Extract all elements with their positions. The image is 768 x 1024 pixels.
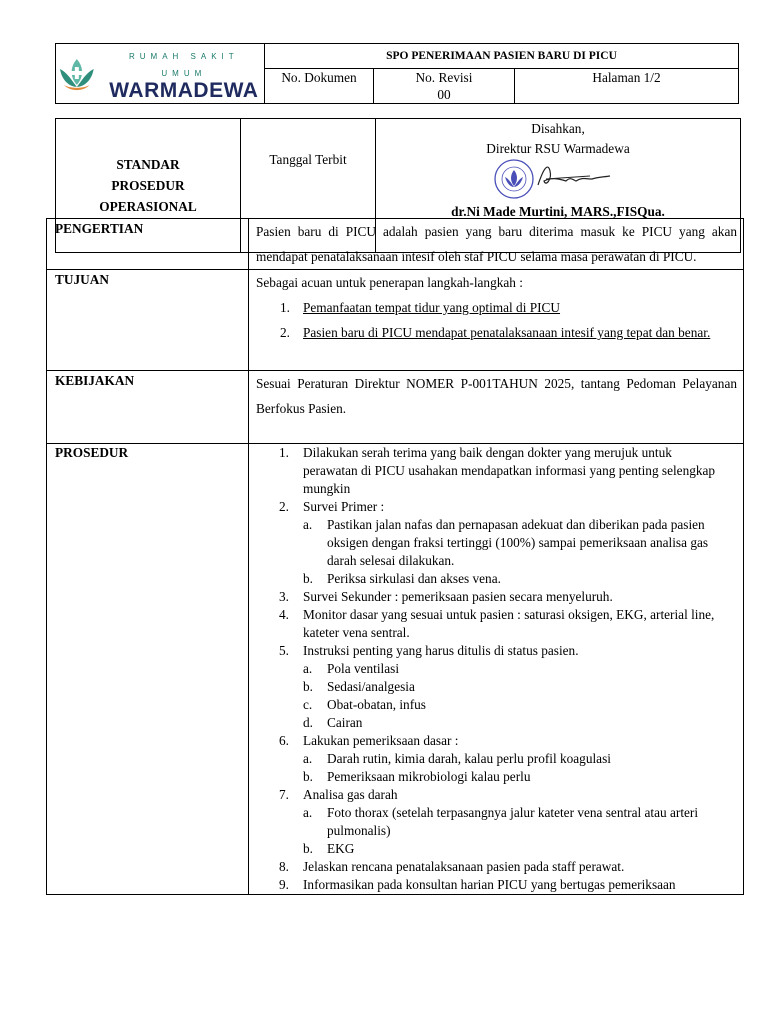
sop-title-line1: STANDAR: [116, 157, 180, 172]
sop-body-table: [46, 218, 744, 895]
prosedur-substep: a. Pastikan jalan nafas dan pernapasan adekuat dan diberikan pada pasien oksigen dengan fraksi tertinggi (100%) sampai pemeriksaan analisa gas darah selesai dilakukan.: [303, 517, 709, 568]
tujuan-item-2: Pasien baru di PICU mendapat penatalaksanaan intesif yang tepat dan benar.: [303, 325, 711, 340]
step-number: 5.: [279, 643, 289, 658]
prosedur-substep: d. Cairan: [303, 715, 363, 730]
halaman-cell: [515, 69, 739, 104]
step-text: Lakukan pemeriksaan dasar :: [303, 733, 459, 748]
pengertian-row: [47, 219, 744, 270]
no-revisi-value: 00: [437, 87, 451, 102]
tujuan-item-1: Pemanfaatan tempat tidur yang optimal di PICU: [303, 300, 561, 315]
step-number: 4.: [279, 607, 289, 622]
step-text: Jelaskan rencana penatalaksanaan pasien pada staff perawat.: [303, 859, 625, 874]
pengertian-content: [249, 219, 744, 270]
no-dokumen-cell: [265, 69, 374, 104]
logo-cell: [56, 44, 265, 104]
lotus-cross-icon: [56, 55, 98, 93]
step-number: 9.: [279, 877, 289, 892]
prosedur-content: [249, 444, 744, 895]
prosedur-row: [47, 444, 744, 895]
step-text: Analisa gas darah: [303, 787, 398, 802]
prosedur-substep: b. Pemeriksaan mikrobiologi kalau perlu: [303, 769, 531, 784]
tujuan-intro: Sebagai acuan untuk penerapan langkah-langkah :: [256, 275, 523, 290]
prosedur-step: [256, 876, 729, 894]
prosedur-substeps: [303, 516, 729, 588]
pengertian-label: PENGERTIAN: [47, 219, 249, 270]
pengertian-text: Pasien baru di PICU adalah pasien yang baru diterima masuk ke PICU yang akan mendapat penatalaksanaan intesif oleh staf PICU selama masa perawatan di PICU.: [256, 224, 737, 264]
prosedur-step: [256, 858, 729, 876]
step-text: Informasikan pada konsultan harian PICU yang bertugas pemeriksaan: [303, 877, 676, 892]
tujuan-list: [256, 295, 737, 345]
sop-title-line2: PROSEDUR: [111, 178, 185, 193]
kebijakan-label: KEBIJAKAN: [47, 371, 249, 444]
tanggal-terbit-label: Tanggal Terbit: [269, 152, 347, 167]
tujuan-label: TUJUAN: [47, 270, 249, 371]
disahkan-label: Disahkan,: [531, 121, 585, 136]
no-revisi-label: No. Revisi: [415, 70, 473, 85]
list-item: 2. Pasien baru di PICU mendapat penatalaksanaan intesif yang tepat dan benar.: [280, 325, 711, 340]
prosedur-substep: a. Foto thorax (setelah terpasangnya jalur kateter vena sentral atau arteri pulmonalis): [303, 805, 699, 838]
step-text: Survei Primer :: [303, 499, 385, 514]
kebijakan-row: [47, 371, 744, 444]
list-item: 1. Pemanfaatan tempat tidur yang optimal di PICU: [280, 300, 561, 315]
prosedur-step: [256, 498, 729, 588]
logo-name: WARMADEWA: [109, 79, 259, 102]
prosedur-step: [256, 786, 729, 858]
sop-title-line3: OPERASIONAL: [99, 199, 197, 214]
prosedur-substeps: [303, 804, 729, 858]
prosedur-substeps: [303, 660, 729, 732]
prosedur-substep: c. Obat-obatan, infus: [303, 697, 426, 712]
no-revisi-cell: [374, 69, 515, 104]
document-title: SPO PENERIMAAN PASIEN BARU DI PICU: [265, 44, 739, 69]
step-text: Monitor dasar yang sesuai untuk pasien : saturasi oksigen, EKG, arterial line, kateter vena sentral.: [303, 607, 715, 640]
tujuan-row: [47, 270, 744, 371]
step-number: 8.: [279, 859, 289, 874]
step-number: 7.: [279, 787, 289, 802]
step-number: 3.: [279, 589, 289, 604]
step-number: 6.: [279, 733, 289, 748]
step-number: 1.: [279, 445, 289, 460]
stamp-signature-icon: [486, 157, 626, 201]
prosedur-step: [256, 642, 729, 732]
kebijakan-content: [249, 371, 744, 444]
prosedur-substep: a. Darah rutin, kimia darah, kalau perlu profil koagulasi: [303, 751, 611, 766]
prosedur-list: [256, 444, 729, 894]
kebijakan-text: Sesuai Peraturan Direktur NOMER P-001TAHUN 2025, tantang Pedoman Pelayanan Berfokus Pasien.: [256, 376, 737, 416]
prosedur-step: [256, 732, 729, 786]
no-dokumen-label: No. Dokumen: [281, 70, 357, 85]
prosedur-substep: a. Pola ventilasi: [303, 661, 400, 676]
step-text: Instruksi penting yang harus ditulis di status pasien.: [303, 643, 579, 658]
prosedur-step: [256, 606, 729, 642]
prosedur-label: PROSEDUR: [47, 444, 249, 895]
prosedur-step: [256, 444, 729, 498]
tujuan-content: [249, 270, 744, 371]
step-text: Dilakukan serah terima yang baik dengan dokter yang merujuk untuk perawatan di PICU usahakan mendapatkan informasi yang penting selengkap mungkin: [303, 445, 716, 496]
halaman-label: Halaman 1/2: [592, 70, 661, 85]
prosedur-substep: b. Periksa sirkulasi dan akses vena.: [303, 571, 501, 586]
prosedur-substeps: [303, 750, 729, 786]
signer-name: dr.Ni Made Murtini, MARS.,FISQua.: [451, 204, 665, 219]
step-number: 2.: [279, 499, 289, 514]
document-header-table: [55, 43, 739, 104]
prosedur-substep: b. Sedasi/analgesia: [303, 679, 415, 694]
prosedur-substep: b. EKG: [303, 841, 355, 856]
prosedur-step: [256, 588, 729, 606]
logo-top-text: RUMAH SAKIT UMUM: [128, 52, 239, 78]
direktur-label: Direktur RSU Warmadewa: [486, 141, 630, 156]
step-text: Survei Sekunder : pemeriksaan pasien secara menyeluruh.: [303, 589, 613, 604]
hospital-logo: [56, 48, 264, 102]
